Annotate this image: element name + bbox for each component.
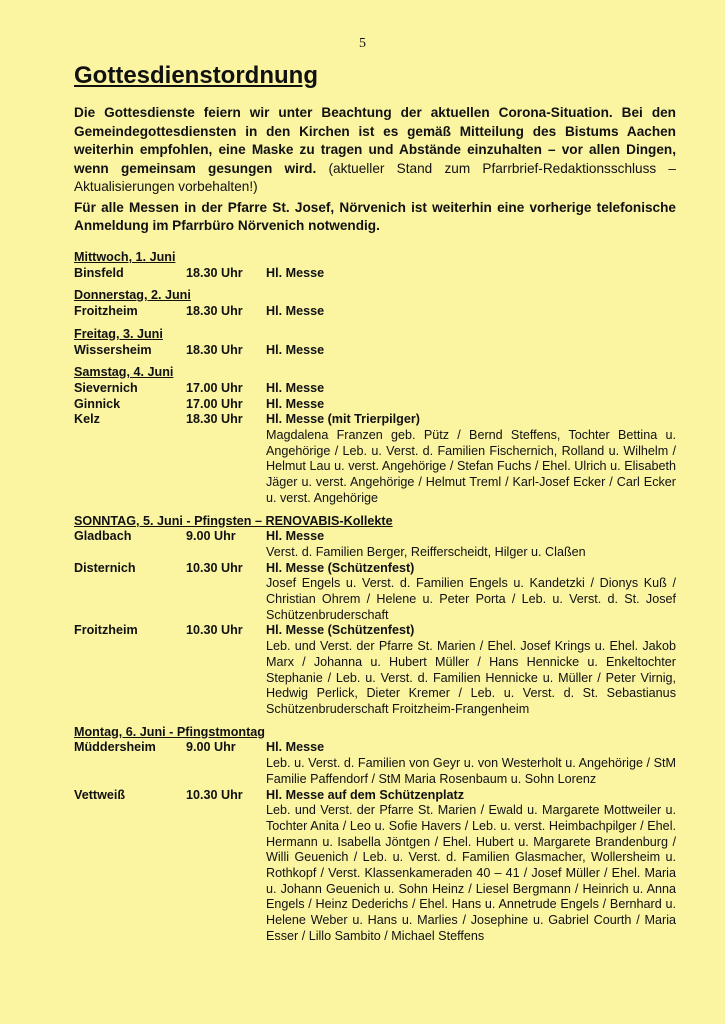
- page-number: 5: [359, 36, 366, 51]
- entry-info: [266, 266, 676, 282]
- entry-place: Gladbach: [74, 529, 132, 544]
- entry-info: [266, 343, 676, 359]
- schedule: [74, 250, 676, 952]
- registration-notice: Für alle Messen in der Pfarre St. Josef, Nörvenich ist weiterhin eine vorherige telefonische Anmeldung im Pfarrbüro Nörvenich notwendig.: [74, 200, 676, 233]
- entry-intentions: Leb. u. Verst. d. Familien von Geyr u. von Westerholt u. Angehörige / StM Familie Paffendorf / StM Maria Rosenbaum u. Sohn Lorenz: [266, 756, 676, 786]
- service-entry: [74, 343, 676, 359]
- entry-time: 18.30 Uhr: [186, 412, 243, 427]
- day-section: [74, 365, 676, 506]
- entry-intentions: Magdalena Franzen geb. Pütz / Bernd Steffens, Tochter Bettina u. Angehörige / Leb. u. Verst. d. Familien Fischernich, Rolland u. Wilhelm / Helmut Lau u. verst. Angehörige / Stefan Fuchs / Ehel. Ulrich u. Elisabeth Jäger u. verst. Angehörige / Helmut Treml / Karl-Josef Ecker / Carl Ecker u. verst. Angehörige: [266, 428, 676, 505]
- entry-service: Hl. Messe: [266, 740, 325, 755]
- entry-time: 17.00 Uhr: [186, 396, 243, 411]
- entry-place: Wissersheim: [74, 342, 152, 357]
- page-title: Gottesdienstordnung: [74, 62, 318, 89]
- entry-info: [266, 304, 676, 320]
- day-heading: Montag, 6. Juni - Pfingstmontag: [74, 724, 265, 739]
- day-section: [74, 327, 676, 358]
- entry-place: Müddersheim: [74, 740, 156, 755]
- entry-time: 9.00 Uhr: [186, 740, 236, 755]
- service-entry: [74, 623, 676, 717]
- entry-place: Binsfeld: [74, 265, 124, 280]
- service-entry: [74, 561, 676, 624]
- service-entry: [74, 397, 676, 413]
- service-entry: [74, 740, 676, 787]
- entry-service: Hl. Messe (mit Trierpilger): [266, 412, 420, 427]
- day-section: [74, 514, 676, 718]
- service-entry: [74, 381, 676, 397]
- service-entry: [74, 412, 676, 506]
- entry-info: [266, 740, 676, 787]
- entry-time: 18.30 Uhr: [186, 304, 243, 319]
- entry-service: Hl. Messe auf dem Schützenplatz: [266, 787, 465, 802]
- day-heading: Samstag, 4. Juni: [74, 365, 174, 380]
- entry-place: Froitzheim: [74, 623, 138, 638]
- intro-normal-text: (aktueller Stand zum Pfarrbrief-Redaktionsschluss – Aktualisierungen vorbehalten!): [74, 160, 676, 194]
- day-section: [74, 725, 676, 945]
- entry-intentions: Leb. und Verst. der Pfarre St. Marien / Ehel. Josef Krings u. Ehel. Jakob Marx / Johanna u. Hubert Müller / Hans Hennicke u. Enkeltochter Stephanie / Leb. u. Verst. d. Familien Hennicke u. Müller / Peter Virnig, Hedwig Perlick, Dieter Kremer / Leb. u. Verst. d. St. Sebastianus Schützenbruderschaft Froitzheim-Frangenheim: [266, 639, 676, 716]
- entry-service: Hl. Messe: [266, 396, 325, 411]
- entry-service: Hl. Messe (Schützenfest): [266, 623, 415, 638]
- entry-service: Hl. Messe: [266, 304, 325, 319]
- entry-time: 18.30 Uhr: [186, 342, 243, 357]
- entry-place: Ginnick: [74, 396, 121, 411]
- entry-place: Sievernich: [74, 380, 138, 395]
- entry-place: Vettweiß: [74, 787, 126, 802]
- entry-time: 9.00 Uhr: [186, 529, 236, 544]
- day-section: [74, 250, 676, 281]
- entry-time: 18.30 Uhr: [186, 265, 243, 280]
- entry-time: 17.00 Uhr: [186, 380, 243, 395]
- entry-info: [266, 788, 676, 945]
- intro-bold-text: Die Gottesdienste feiern wir unter Beachtung der aktuellen Corona-Situation. Bei den Gemeindegottesdiensten in den Kirchen ist es gemäß Mitteilung des Bistums Aachen weiterhin empfohlen, eine Maske zu tragen und Abstände einzuhalten – vor allen Dingen, wenn gemeinsam gesungen wird.: [74, 105, 676, 176]
- entry-time: 10.30 Uhr: [186, 623, 243, 638]
- entry-info: [266, 623, 676, 717]
- entry-place: Kelz: [74, 412, 100, 427]
- service-entry: [74, 788, 676, 945]
- service-entry: [74, 266, 676, 282]
- entry-service: Hl. Messe: [266, 342, 325, 357]
- day-heading: Mittwoch, 1. Juni: [74, 250, 176, 264]
- entry-service: Hl. Messe: [266, 380, 325, 395]
- entry-intentions: Leb. und Verst. der Pfarre St. Marien / Ewald u. Margarete Mottweiler u. Tochter Anita / Leo u. Sofie Havers / Leb. u. verst. Heimbachpilger / Ehel. Hermann u. Isabella Jöntgen / Ehel. Hubert u. Margarete Brandenburg / Willi Geuenich / Leb. u. Verst. d. Familien Glasmacher, Wollersheim u. Rothkopf / Verst. Klassenkameraden 40 – 41 / Josef Müller / Ehel. Maria u. Johann Geuenich u. Sohn Heinz / Liesel Bergmann / Heinrich u. Anna Engels / Heinz Dederichs / Ehel. Hans u. Annetrude Engels / Bernhard u. Helene Weber u. Hans u. Marlies / Josephine u. Gabriel Courth / Maria Esser / Lillo Sambito / Michael Steffens: [266, 803, 676, 943]
- entry-info: [266, 397, 676, 413]
- entry-service: Hl. Messe: [266, 265, 325, 280]
- entry-info: [266, 529, 676, 560]
- day-heading: SONNTAG, 5. Juni - Pfingsten – RENOVABIS-Kollekte: [74, 513, 393, 528]
- entry-time: 10.30 Uhr: [186, 787, 243, 802]
- entry-intentions: Verst. d. Familien Berger, Reifferscheidt, Hilger u. Claßen: [266, 544, 586, 559]
- entry-service: Hl. Messe (Schützenfest): [266, 560, 415, 575]
- day-heading: Freitag, 3. Juni: [74, 326, 163, 341]
- intro-paragraph: [74, 104, 676, 197]
- entry-time: 10.30 Uhr: [186, 560, 243, 575]
- service-entry: [74, 529, 676, 560]
- entry-info: [266, 561, 676, 624]
- entry-place: Disternich: [74, 560, 136, 575]
- service-entry: [74, 304, 676, 320]
- entry-service: Hl. Messe: [266, 529, 325, 544]
- entry-info: [266, 412, 676, 506]
- day-section: [74, 288, 676, 319]
- entry-info: [266, 381, 676, 397]
- entry-place: Froitzheim: [74, 304, 138, 319]
- entry-intentions: Josef Engels u. Verst. d. Familien Engels u. Kandetzki / Dionys Kuß / Christian Ohrem / Helene u. Peter Porta / Leb. u. Verst. d. St. Josef Schützenbruderschaft: [266, 576, 676, 622]
- day-heading: Donnerstag, 2. Juni: [74, 288, 191, 303]
